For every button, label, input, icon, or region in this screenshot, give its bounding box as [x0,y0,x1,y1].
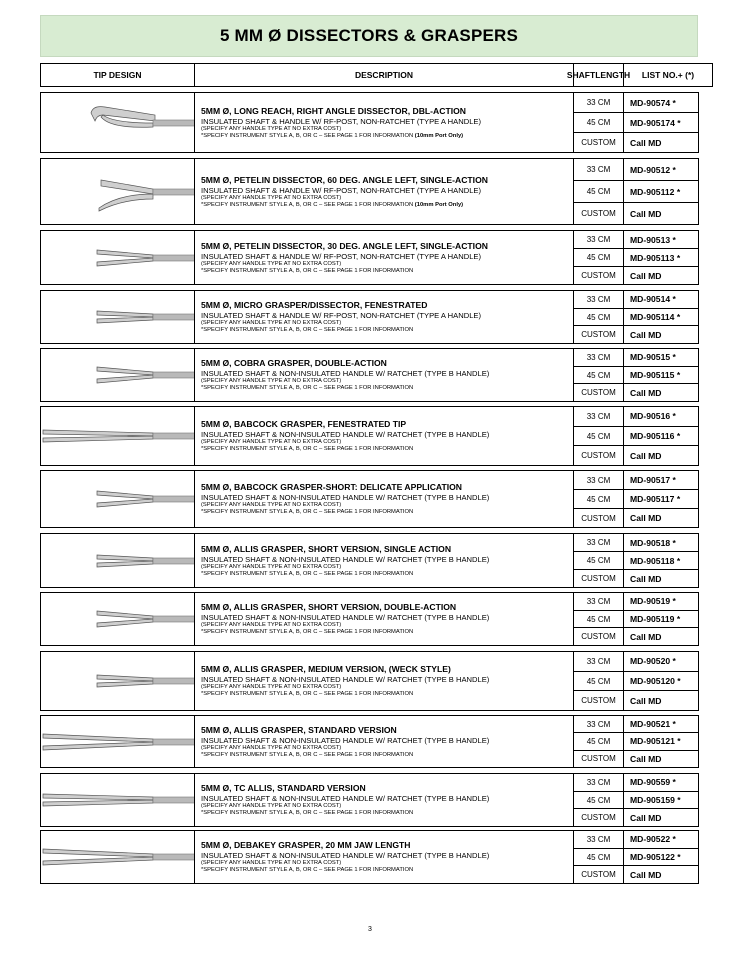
list-number: MD-905117 * [630,494,681,504]
list-number: Call MD [630,137,662,148]
product-style-note [201,446,573,453]
list-number: MD-905122 * [630,852,681,862]
product-description [195,831,574,883]
product-name: 5MM Ø, ALLIS GRASPER, SHORT VERSION, DOUBLE-ACTION [201,602,457,612]
product-shaft-handle: INSULATED SHAFT & HANDLE W/ RF-POST, NON-RATCHET (TYPE A HANDLE) [201,251,482,261]
option-row [574,231,698,248]
product-shaft-handle: INSULATED SHAFT & HANDLE W/ RF-POST, NON-RATCHET (TYPE A HANDLE) [201,116,482,126]
product-handle-note: (SPECIFY ANY HANDLE TYPE AT NO EXTRA COST) [201,260,342,267]
list-number: Call MD [630,573,662,584]
product-options [574,716,698,767]
option-row [574,426,698,446]
product-name: 5MM Ø, TC ALLIS, STANDARD VERSION [201,783,366,793]
product-options [574,471,698,527]
shaft-length: CUSTOM [574,326,624,343]
list-number: MD-90515 * [630,352,676,363]
product-options [574,534,698,587]
option-row [574,445,698,465]
option-row [574,508,698,527]
shaft-length: 33 CM [574,593,624,610]
shaft-length: CUSTOM [574,691,624,710]
option-row [574,671,698,691]
shaft-length: 45 CM [574,249,624,266]
header-shaft-length [566,64,631,86]
product-style-note [201,691,573,698]
header-list-no [624,64,712,86]
shaft-length: 33 CM [574,471,624,489]
list-number: MD-90522 * [630,834,676,845]
product-row [40,592,699,646]
list-number: MD-905115 * [630,370,681,380]
shaft-length: CUSTOM [574,866,624,883]
shaft-length: 33 CM [574,349,624,366]
shaft-length: 45 CM [574,792,624,809]
product-style-text: *SPECIFY INSTRUMENT STYLE A, B, OR C – SEE PAGE 1 FOR INFORMATION [201,810,414,816]
shaft-length: 45 CM [574,113,624,132]
list-number: Call MD [630,329,662,340]
product-description [195,291,574,343]
product-style-note [201,629,573,636]
shaft-length: 45 CM [574,367,624,384]
shaft-length: 33 CM [574,652,624,671]
list-number: MD-90512 * [630,164,676,175]
option-row [574,112,698,132]
shaft-length: CUSTOM [574,203,624,224]
product-name: 5MM Ø, PETELIN DISSECTOR, 60 DEG. ANGLE LEFT, SINGLE-ACTION [201,174,488,185]
option-row [574,266,698,284]
product-shaft-handle: INSULATED SHAFT & NON-INSULATED HANDLE W/ RATCHET (TYPE B HANDLE) [201,675,490,684]
product-options [574,831,698,883]
header-shaft-length-line1: SHAFT [566,70,596,80]
option-row [574,471,698,489]
product-style-text: *SPECIFY INSTRUMENT STYLE A, B, OR C – SEE PAGE 1 FOR INFORMATION [201,327,414,333]
option-row [574,132,698,152]
list-number: Call MD [630,869,662,880]
option-row [574,180,698,202]
shaft-length: 33 CM [574,716,624,732]
option-row [574,383,698,401]
product-description [195,593,574,645]
product-style-text: *SPECIFY INSTRUMENT STYLE A, B, OR C – SEE PAGE 1 FOR INFORMATION [201,509,414,515]
product-handle-note: (SPECIFY ANY HANDLE TYPE AT NO EXTRA COST) [201,439,342,445]
list-number: Call MD [630,753,662,764]
product-description [195,407,574,465]
shaft-length: CUSTOM [574,133,624,152]
instrument-tip-image [41,774,195,826]
instrument-tip-image [41,407,195,465]
product-row [40,158,699,225]
list-number: MD-90574 * [630,97,676,108]
shaft-length: 33 CM [574,159,624,180]
product-style-note [201,752,573,759]
instrument-tip-image [41,534,195,587]
product-row [40,92,699,153]
product-shaft-handle: INSULATED SHAFT & HANDLE W/ RF-POST, NON-RATCHET (TYPE A HANDLE) [201,185,482,195]
option-row [574,652,698,671]
list-number: MD-905118 * [630,555,681,566]
product-row [40,230,699,285]
option-row [574,159,698,180]
product-name: 5MM Ø, BABCOCK GRASPER, FENESTRATED TIP [201,419,407,429]
product-name: 5MM Ø, MICRO GRASPER/DISSECTOR, FENESTRATED [201,300,428,310]
shaft-length: 33 CM [574,407,624,426]
option-row [574,534,698,551]
product-options [574,407,698,465]
product-options [574,291,698,343]
list-number: MD-905114 * [630,312,681,322]
option-row [574,291,698,308]
shaft-length: CUSTOM [574,751,624,767]
product-row [40,470,699,528]
product-row [40,348,699,402]
option-row [574,308,698,326]
option-row [574,407,698,426]
list-number: MD-905120 * [630,676,681,686]
product-shaft-handle: INSULATED SHAFT & NON-INSULATED HANDLE W/ RATCHET (TYPE B HANDLE) [201,613,490,622]
shaft-length: CUSTOM [574,267,624,284]
product-style-note [201,509,573,516]
list-number: Call MD [630,208,662,219]
header-list-no-line2: + (*) [677,70,695,80]
product-row [40,406,699,466]
product-handle-note: (SPECIFY ANY HANDLE TYPE AT NO EXTRA COST) [201,320,342,326]
product-shaft-handle: INSULATED SHAFT & NON-INSULATED HANDLE W/ RATCHET (TYPE B HANDLE) [201,493,490,502]
list-number: MD-905112 * [630,186,681,197]
product-style-text: *SPECIFY INSTRUMENT STYLE A, B, OR C – SEE PAGE 1 FOR INFORMATION [201,132,414,139]
product-name: 5MM Ø, PETELIN DISSECTOR, 30 DEG. ANGLE LEFT, SINGLE-ACTION [201,240,488,251]
product-style-note [201,202,573,209]
product-handle-note: (SPECIFY ANY HANDLE TYPE AT NO EXTRA COST) [201,622,342,628]
product-handle-note: (SPECIFY ANY HANDLE TYPE AT NO EXTRA COST) [201,125,342,132]
shaft-length: 45 CM [574,490,624,508]
product-handle-note: (SPECIFY ANY HANDLE TYPE AT NO EXTRA COST) [201,744,342,751]
product-port-note: (10mm Port Only) [414,201,464,208]
product-handle-note: (SPECIFY ANY HANDLE TYPE AT NO EXTRA COST) [201,803,342,809]
list-number: Call MD [630,450,662,461]
product-options [574,652,698,710]
list-number: Call MD [630,695,662,706]
option-row [574,93,698,112]
list-number: Call MD [630,387,662,398]
header-shaft-length-line2: LENGTH [595,70,631,80]
product-options [574,231,698,284]
list-number: Call MD [630,812,662,823]
product-shaft-handle: INSULATED SHAFT & NON-INSULATED HANDLE W/ RATCHET (TYPE B HANDLE) [201,554,490,564]
product-name: 5MM Ø, DEBAKEY GRASPER, 20 MM JAW LENGTH [201,840,411,850]
shaft-length: 33 CM [574,291,624,308]
shaft-length: 45 CM [574,733,624,749]
list-number: MD-905116 * [630,431,681,441]
product-style-text: *SPECIFY INSTRUMENT STYLE A, B, OR C – SEE PAGE 1 FOR INFORMATION [201,446,414,452]
product-style-note [201,133,573,140]
instrument-tip-image [41,159,195,224]
option-row [574,690,698,710]
product-shaft-handle: INSULATED SHAFT & NON-INSULATED HANDLE W/ RATCHET (TYPE B HANDLE) [201,430,490,439]
list-number: Call MD [630,513,662,523]
option-row [574,750,698,767]
instrument-tip-image [41,231,195,284]
product-options [574,159,698,224]
list-number: MD-90559 * [630,777,676,788]
product-description [195,471,574,527]
list-number: Call MD [630,270,662,281]
title-bar [40,15,698,57]
list-number: MD-905113 * [630,252,681,263]
table-header [40,63,713,87]
option-row [574,325,698,343]
list-number: MD-905121 * [630,736,681,747]
shaft-length: CUSTOM [574,809,624,826]
product-handle-note: (SPECIFY ANY HANDLE TYPE AT NO EXTRA COST) [201,194,342,201]
product-style-text: *SPECIFY INSTRUMENT STYLE A, B, OR C – SEE PAGE 1 FOR INFORMATION [201,267,414,274]
product-handle-note: (SPECIFY ANY HANDLE TYPE AT NO EXTRA COST) [201,378,342,384]
product-row [40,773,699,827]
list-number: MD-90516 * [630,411,676,422]
list-number: MD-90514 * [630,294,676,305]
product-handle-note: (SPECIFY ANY HANDLE TYPE AT NO EXTRA COST) [201,502,342,508]
product-row [40,290,699,344]
product-style-note [201,327,573,334]
product-options [574,349,698,401]
header-tip-design: TIP DESIGN [41,64,195,86]
instrument-tip-image [41,652,195,710]
shaft-length: 45 CM [574,552,624,569]
shaft-length: 45 CM [574,849,624,866]
product-style-text: *SPECIFY INSTRUMENT STYLE A, B, OR C – SEE PAGE 1 FOR INFORMATION [201,629,414,635]
shaft-length: 33 CM [574,534,624,551]
option-row [574,791,698,809]
shaft-length: 45 CM [574,427,624,446]
shaft-length: CUSTOM [574,570,624,587]
page-number: 3 [368,926,372,933]
list-number: MD-90521 * [630,719,676,730]
option-row [574,366,698,384]
shaft-length: 33 CM [574,231,624,248]
list-number: MD-90519 * [630,596,676,607]
product-name: 5MM Ø, ALLIS GRASPER, STANDARD VERSION [201,724,397,735]
product-description [195,349,574,401]
product-style-note [201,810,573,817]
page-title: 5 MM Ø DISSECTORS & GRASPERS [219,26,519,45]
product-name: 5MM Ø, BABCOCK GRASPER-SHORT: DELICATE APPLICATION [201,482,462,492]
product-description [195,652,574,710]
product-options [574,774,698,826]
product-shaft-handle: INSULATED SHAFT & NON-INSULATED HANDLE W/ RATCHET (TYPE B HANDLE) [201,794,490,803]
option-row [574,551,698,569]
product-options [574,93,698,152]
product-description [195,231,574,284]
shaft-length: 33 CM [574,831,624,848]
header-list-no-line1: LIST NO. [641,70,678,80]
instrument-tip-image [41,471,195,527]
option-row [574,349,698,366]
list-number: MD-905119 * [630,614,681,624]
product-handle-note: (SPECIFY ANY HANDLE TYPE AT NO EXTRA COST) [201,860,342,866]
option-row [574,831,698,848]
product-style-text: *SPECIFY INSTRUMENT STYLE A, B, OR C – SEE PAGE 1 FOR INFORMATION [201,867,414,873]
instrument-tip-image [41,716,195,767]
option-row [574,248,698,266]
list-number: MD-90513 * [630,234,676,245]
product-style-note [201,385,573,392]
option-row [574,202,698,224]
shaft-length: 45 CM [574,611,624,628]
product-row [40,651,699,711]
shaft-length: 33 CM [574,93,624,112]
list-number: MD-905159 * [630,795,681,805]
list-number: Call MD [630,631,662,642]
product-name: 5MM Ø, COBRA GRASPER, DOUBLE-ACTION [201,358,387,368]
shaft-length: CUSTOM [574,509,624,527]
product-port-note: (10mm Port Only) [414,132,464,139]
shaft-length: 45 CM [574,181,624,202]
product-style-text: *SPECIFY INSTRUMENT STYLE A, B, OR C – SEE PAGE 1 FOR INFORMATION [201,385,414,391]
product-row [40,715,699,768]
product-shaft-handle: INSULATED SHAFT & HANDLE W/ RF-POST, NON-RATCHET (TYPE A HANDLE) [201,311,482,320]
option-row [574,774,698,791]
option-row [574,593,698,610]
instrument-tip-image [41,349,195,401]
product-name: 5MM Ø, ALLIS GRASPER, MEDIUM VERSION, (WECK STYLE) [201,664,451,674]
product-options [574,593,698,645]
option-row [574,489,698,508]
instrument-tip-image [41,831,195,883]
product-style-note [201,867,573,874]
product-style-text: *SPECIFY INSTRUMENT STYLE A, B, OR C – SEE PAGE 1 FOR INFORMATION [201,570,414,577]
product-shaft-handle: INSULATED SHAFT & NON-INSULATED HANDLE W/ RATCHET (TYPE B HANDLE) [201,369,490,378]
product-shaft-handle: INSULATED SHAFT & NON-INSULATED HANDLE W/ RATCHET (TYPE B HANDLE) [201,735,490,745]
product-description [195,534,574,587]
product-description [195,159,574,224]
product-style-text: *SPECIFY INSTRUMENT STYLE A, B, OR C – SEE PAGE 1 FOR INFORMATION [201,691,414,697]
product-handle-note: (SPECIFY ANY HANDLE TYPE AT NO EXTRA COST) [201,684,342,690]
product-row [40,533,699,588]
product-description [195,716,574,767]
product-style-note [201,571,573,578]
product-style-text: *SPECIFY INSTRUMENT STYLE A, B, OR C – SEE PAGE 1 FOR INFORMATION [201,201,414,208]
option-row [574,732,698,749]
option-row [574,716,698,732]
shaft-length: CUSTOM [574,384,624,401]
option-row [574,808,698,826]
list-number: MD-905174 * [630,117,681,128]
option-row [574,569,698,587]
instrument-tip-image [41,593,195,645]
list-number: MD-90517 * [630,475,676,485]
option-row [574,627,698,645]
product-description [195,774,574,826]
product-shaft-handle: INSULATED SHAFT & NON-INSULATED HANDLE W/ RATCHET (TYPE B HANDLE) [201,851,490,860]
product-handle-note: (SPECIFY ANY HANDLE TYPE AT NO EXTRA COST) [201,563,342,570]
header-description: DESCRIPTION [195,64,574,86]
list-number: MD-90518 * [630,537,676,548]
instrument-tip-image [41,93,195,152]
product-style-text: *SPECIFY INSTRUMENT STYLE A, B, OR C – SEE PAGE 1 FOR INFORMATION [201,751,414,758]
product-name: 5MM Ø, LONG REACH, RIGHT ANGLE DISSECTOR, DBL-ACTION [201,105,466,116]
shaft-length: 45 CM [574,309,624,326]
shaft-length: CUSTOM [574,628,624,645]
option-row [574,848,698,866]
product-description [195,93,574,152]
product-row [40,830,699,884]
product-style-note [201,268,573,275]
shaft-length: 33 CM [574,774,624,791]
shaft-length: CUSTOM [574,446,624,465]
product-name: 5MM Ø, ALLIS GRASPER, SHORT VERSION, SINGLE ACTION [201,543,452,554]
shaft-length: 45 CM [574,672,624,691]
option-row [574,865,698,883]
instrument-tip-image [41,291,195,343]
option-row [574,610,698,628]
list-number: MD-90520 * [630,656,676,667]
